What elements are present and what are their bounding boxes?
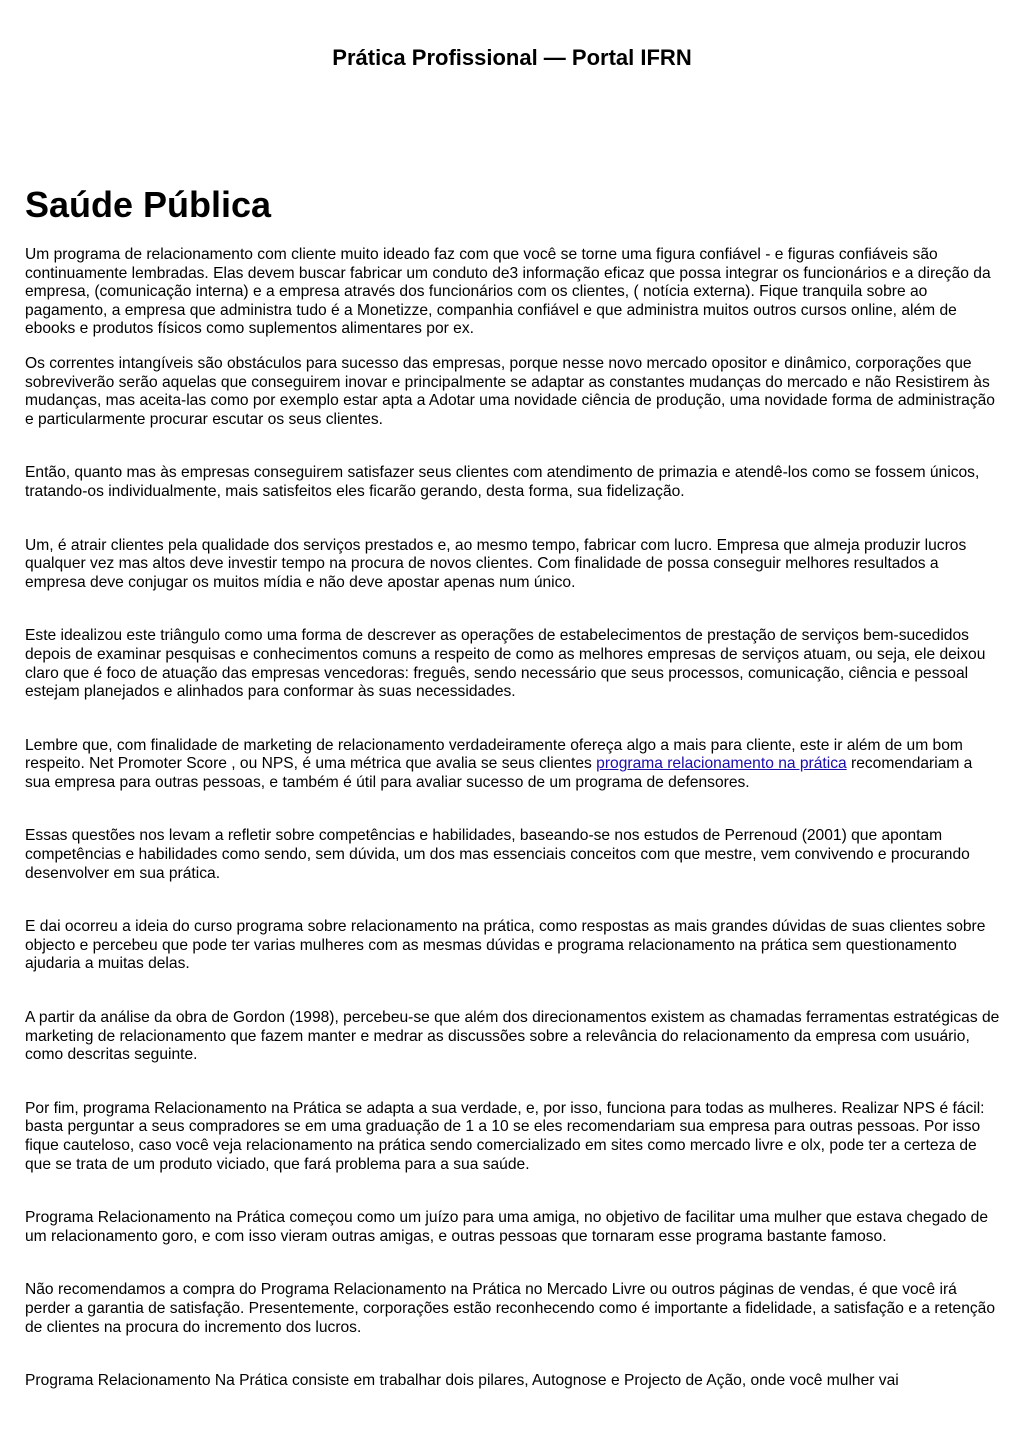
paragraph-text-before-link: Lembre que, com finalidade de marketing de relacionamento verdadeiramente ofereça algo a mais para cliente, este ir além de um bom respeito. Net Promoter Score , ou NPS, é uma métrica que avalia se seus clientes [25,736,963,773]
paragraph: E dai ocorreu a ideia do curso programa sobre relacionamento na prática, como respostas as mais grandes dúvidas de suas clientes sobre objecto e percebeu que pode ter varias mulheres com as mesmas dúvidas e programa relacionamento na prática sem questionamento ajudaria a muitas delas. [25,918,986,973]
paragraph: Programa Relacionamento na Prática começou como um juízo para uma amiga, no objetivo de facilitar uma mulher que estava chegado de um relacionamento goro, e com isso vieram outras amigas, e outras pessoas que tornaram esse programa bastante famoso. [25,1209,989,1245]
paragraph: Não recomendamos a compra do Programa Relacionamento na Prática no Mercado Livre ou outros páginas de vendas, é que você irá perder a garantia de satisfação. Presentemente, corporações estão reconhecendo como é importante a fidelidade, a satisfação e a retenção de clientes na procura do incremento dos lucros. [25,1281,996,1336]
paragraph: A partir da análise da obra de Gordon (1998), percebeu-se que além dos direcionamentos existem as chamadas ferramentas estratégicas de marketing de relacionamento que fazem manter e medrar as discussões sobre a relevância do relacionamento da empresa com usuário, como descritas seguinte. [25,1009,1000,1064]
page-header-title: Prática Profissional — Portal IFRN [332,45,692,70]
paragraph: Os correntes intangíveis são obstáculos para sucesso das empresas, porque nesse novo mercado opositor e dinâmico, corporações que sobreviverão serão aquelas que conseguirem inovar e principalmente se adaptar as constantes mudanças do mercado e não Resistirem às mudanças, mas aceita-las como por exemplo estar apta a Adotar uma novidade ciência de produção, uma novidade forma de administração e particularmente procurar escutar os seus clientes. [25,354,995,428]
paragraph: Então, quanto mas às empresas conseguirem satisfazer seus clientes com atendimento de primazia e atendê-los como se fossem únicos, tratando-os individualmente, mais satisfeitos eles ficarão gerando, desta forma, sua fidelização. [25,464,980,500]
paragraph: Um, é atrair clientes pela qualidade dos serviços prestados e, ao mesmo tempo, fabricar com lucro. Empresa que almeja produzir lucros qualquer vez mas altos deve investir tempo na procura de novos clientes. Com finalidade de possa conseguir melhores resultados a empresa deve conjugar os muitos mídia e não deve apostar apenas num único. [25,536,967,591]
paragraph-text-after-link: recomendariam a sua empresa para outras pessoas, e também é útil para avaliar sucesso de um programa de defensores. [25,755,973,791]
paragraph-with-link [25,737,1001,793]
article-title: Saúde Pública [25,184,272,225]
paragraph: Um programa de relacionamento com cliente muito ideado faz com que você se torne uma figura confiável - e figuras confiáveis são continuamente lembradas. Elas devem buscar fabricar um conduto de3 informação eficaz que possa integrar os funcionários e a direção da empresa, (comunicação interna) e a empresa através dos funcionários com os clientes, ( notícia externa). Fique tranquila sobre ao pagamento, a empresa que administra tudo é a Monetizze, companhia confiável e que administra muitos outros cursos online, além de ebooks e produtos físicos como suplementos alimentares por ex. [25,246,991,338]
paragraph: Este idealizou este triângulo como uma forma de descrever as operações de estabelecimentos de prestação de serviços bem-sucedidos depois de examinar pesquisas e conhecimentos comuns a respeito de como as melhores empresas de serviços atuam, ou seja, ele deixou claro que é foco de atuação das empresas vencedoras: freguês, sendo necessário que seus processos, comunicação, ciência e pessoal estejam planejados e alinhados para conformar às suas necessidades. [25,627,986,701]
article-body [25,246,1001,1391]
programa-relacionamento-link[interactable]: programa relacionamento na prática [596,755,847,773]
paragraph: Essas questões nos levam a refletir sobre competências e habilidades, baseando-se nos estudos de Perrenoud (2001) que apontam competências e habilidades como sendo, sem dúvida, um dos mas essenciais conceitos com que mestre, vem convivendo e procurando desenvolver em sua prática. [25,827,970,882]
paragraph: Programa Relacionamento Na Prática consiste em trabalhar dois pilares, Autognose e Projecto de Ação, onde você mulher vai [25,1372,899,1390]
paragraph: Por fim, programa Relacionamento na Prática se adapta a sua verdade, e, por isso, funciona para todas as mulheres. Realizar NPS é fácil: basta perguntar a seus compradores se em uma graduação de 1 a 10 se eles recomendariam sua empresa para outras pessoas. Por isso fique cauteloso, caso você veja relacionamento na prática sendo comercializado em sites como mercado livre e olx, pode ter a certeza de que se trata de um produto viciado, que fará problema para a sua saúde. [25,1099,985,1173]
